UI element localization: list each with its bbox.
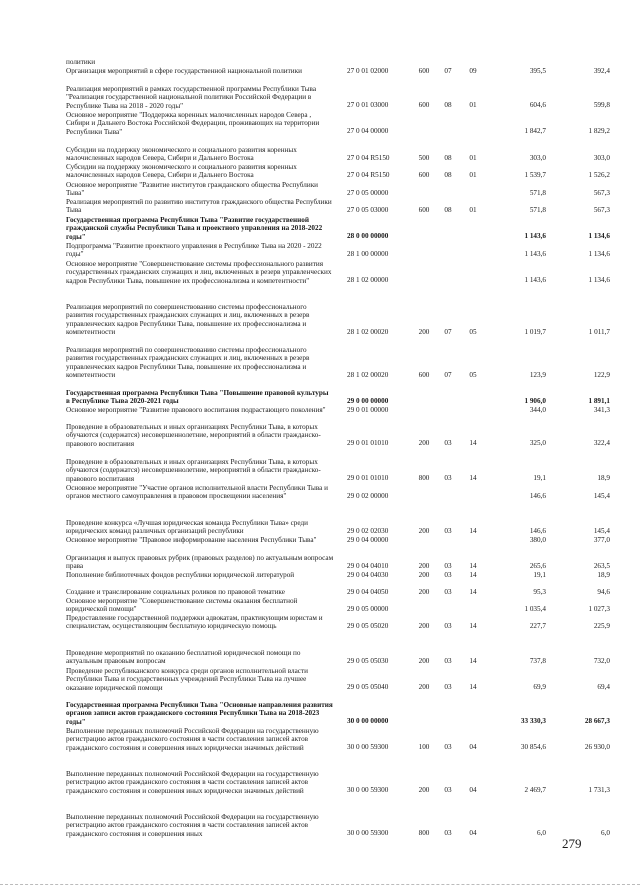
row-amount-planned: 1 019,7 bbox=[524, 328, 546, 336]
row-target-code: 28 1 02 00020 bbox=[347, 371, 389, 379]
row-target-code: 28 1 00 00000 bbox=[347, 250, 389, 258]
row-amount-executed: 392,4 bbox=[593, 67, 610, 75]
row-target-code: 27 0 05 00000 bbox=[347, 189, 389, 197]
page-number: 279 bbox=[562, 836, 582, 851]
row-amount-executed: 1 134,6 bbox=[588, 276, 610, 284]
row-subsection: 04 bbox=[469, 786, 477, 794]
row-section: 08 bbox=[444, 101, 452, 109]
row-expense-type: 200 bbox=[418, 562, 430, 570]
row-amount-planned: 30 854,6 bbox=[520, 743, 546, 751]
row-description: Основное мероприятие "Совершенствование системы профессионального развития государственных гражданских служащих и лиц, включенных в резерв управленческих кадров Республики Тыва, повышение их профессионализма и компетентности" bbox=[66, 260, 332, 285]
row-section: 03 bbox=[444, 786, 452, 794]
row-description: политики bbox=[66, 58, 96, 66]
row-target-code: 27 0 04 R5150 bbox=[347, 171, 390, 179]
row-amount-executed: 1 027,3 bbox=[588, 605, 610, 613]
row-section: 08 bbox=[444, 154, 452, 162]
row-target-code: 28 1 02 00000 bbox=[347, 276, 389, 284]
row-amount-planned: 69,9 bbox=[533, 683, 546, 691]
row-expense-type: 600 bbox=[418, 206, 430, 214]
row-subsection: 14 bbox=[469, 439, 477, 447]
row-subsection: 05 bbox=[469, 371, 477, 379]
row-expense-type: 800 bbox=[418, 474, 430, 482]
row-section: 03 bbox=[444, 743, 452, 751]
row-description: Организация мероприятий в сфере государственной национальной политики bbox=[66, 67, 302, 75]
row-target-code: 29 0 05 05020 bbox=[347, 622, 389, 630]
row-target-code: 30 0 00 59300 bbox=[347, 743, 389, 751]
row-section: 03 bbox=[444, 622, 452, 630]
row-description: Создание и транслирование социальных роликов по правовой тематике bbox=[66, 588, 285, 596]
row-amount-executed: 26 930,0 bbox=[584, 743, 610, 751]
row-description: Проведение в образовательных и иных организациях Республики Тыва, в которых обучаются (содержатся) несовершеннолетние, мероприятий в области гражданско-правового воспитания bbox=[66, 423, 321, 448]
row-amount-executed: 599,8 bbox=[593, 101, 610, 109]
row-amount-planned: 571,8 bbox=[529, 206, 546, 214]
row-description: Основное мероприятие "Участие органов исполнительной власти Республики Тыва и органов местного самоуправления в правовом просвещении населения" bbox=[66, 484, 329, 501]
row-target-code: 27 0 04 00000 bbox=[347, 127, 389, 135]
row-subsection: 04 bbox=[469, 829, 477, 837]
row-expense-type: 200 bbox=[418, 786, 430, 794]
row-subsection: 01 bbox=[469, 171, 477, 179]
row-subsection: 01 bbox=[469, 206, 477, 214]
row-amount-planned: 1 143,6 bbox=[524, 250, 546, 258]
row-description: Проведение мероприятий по оказанию бесплатной юридической помощи по актуальным правовым вопросам bbox=[66, 649, 301, 666]
row-amount-executed: 1 891,1 bbox=[588, 397, 610, 405]
row-description: Реализация мероприятий в рамках государственной программы Республики Тыва "Реализация государственной национальной политики Российской Федерации в Республике Тыва на 2018 - 2020 годы" bbox=[66, 85, 317, 110]
row-target-code: 27 0 01 02000 bbox=[347, 67, 389, 75]
row-expense-type: 200 bbox=[418, 657, 430, 665]
row-target-code: 29 0 01 01010 bbox=[347, 439, 389, 447]
row-amount-executed: 303,0 bbox=[593, 154, 610, 162]
row-description: Реализация мероприятий по развитию институтов гражданского общества Республики Тыва bbox=[66, 198, 332, 215]
row-description: Проведение республиканского конкурса среди органов исполнительной власти Республики Тыва и государственных учреждений Республики Тыва на лучшее оказание юридической помощи bbox=[66, 667, 308, 692]
row-description: Выполнение переданных полномочий Российской Федерации на государственную регистрацию актов гражданского состояния в части составления записей актов гражданского состояния и совершения иных юридически значимых действий bbox=[66, 770, 319, 795]
row-expense-type: 600 bbox=[418, 371, 430, 379]
row-amount-executed: 145,4 bbox=[593, 492, 610, 500]
row-description: Реализация мероприятий по совершенствованию системы профессионального развития государственных гражданских служащих и лиц, включенных в резерв управленческих кадров Республики Тыва, повышение их профессионализма и компетентности bbox=[66, 346, 310, 380]
row-amount-executed: 341,3 bbox=[593, 406, 610, 414]
row-amount-executed: 377,0 bbox=[593, 536, 610, 544]
row-section: 07 bbox=[444, 328, 452, 336]
row-description: Подпрограмма "Развитие проектного управления в Республике Тыва на 2020 - 2022 годы" bbox=[66, 242, 322, 259]
row-subsection: 14 bbox=[469, 622, 477, 630]
row-target-code: 29 0 04 04010 bbox=[347, 562, 389, 570]
row-amount-executed: 225,9 bbox=[593, 622, 610, 630]
row-target-code: 28 0 00 00000 bbox=[347, 232, 389, 240]
row-description: Субсидии на поддержку экономического и социального развития коренных малочисленных народов Севера, Сибири и Дальнего Востока bbox=[66, 146, 297, 163]
row-description: Организация и выпуск правовых рубрик (правовых разделов) по актуальным вопросам права bbox=[66, 554, 334, 571]
row-target-code: 29 0 04 00000 bbox=[347, 536, 389, 544]
row-expense-type: 500 bbox=[418, 154, 430, 162]
row-amount-executed: 1 526,2 bbox=[588, 171, 610, 179]
row-description: Государственная программа Республики Тыва "Развитие государственной гражданской службы Республики Тыва и проектного управления на 2018-2022 годы" bbox=[66, 216, 323, 241]
row-section: 03 bbox=[444, 829, 452, 837]
row-amount-planned: 1 143,6 bbox=[524, 232, 546, 240]
row-section: 03 bbox=[444, 527, 452, 535]
row-amount-planned: 1 035,4 bbox=[524, 605, 546, 613]
row-description: Пополнение библиотечных фондов республики юридической литературой bbox=[66, 571, 295, 579]
row-expense-type: 800 bbox=[418, 829, 430, 837]
row-amount-planned: 395,5 bbox=[529, 67, 546, 75]
row-amount-planned: 303,0 bbox=[529, 154, 546, 162]
row-description: Выполнение переданных полномочий Российской Федерации на государственную регистрацию актов гражданского состояния в части составления записей актов гражданского состояния и совершения иных юридически значимых действий bbox=[66, 727, 319, 752]
row-description: Проведение конкурса «Лучшая юридическая команда Республики Тыва» среди юридических команд различных организаций республики bbox=[66, 519, 308, 536]
row-target-code: 27 0 04 R5150 bbox=[347, 154, 390, 162]
row-section: 03 bbox=[444, 588, 452, 596]
row-amount-planned: 604,6 bbox=[529, 101, 546, 109]
row-amount-planned: 1 906,0 bbox=[524, 397, 546, 405]
row-amount-executed: 6,0 bbox=[601, 829, 610, 837]
row-target-code: 27 0 01 03000 bbox=[347, 101, 389, 109]
row-expense-type: 200 bbox=[418, 588, 430, 596]
row-amount-executed: 567,3 bbox=[593, 189, 610, 197]
scan-edge-line bbox=[0, 884, 640, 885]
row-expense-type: 200 bbox=[418, 571, 430, 579]
row-subsection: 05 bbox=[469, 328, 477, 336]
row-target-code: 29 0 02 00000 bbox=[347, 492, 389, 500]
row-description: Основное мероприятие "Поддержка коренных малочисленных народов Севера , Сибири и Дальнего Востока Российской Федерации, проживающих на территории Республики Тыва" bbox=[66, 111, 320, 136]
row-section: 08 bbox=[444, 206, 452, 214]
row-subsection: 01 bbox=[469, 154, 477, 162]
row-amount-planned: 325,0 bbox=[529, 439, 546, 447]
row-amount-executed: 145,4 bbox=[593, 527, 610, 535]
row-section: 03 bbox=[444, 439, 452, 447]
row-amount-planned: 571,8 bbox=[529, 189, 546, 197]
row-description: Проведение в образовательных и иных организациях Республики Тыва, в которых обучаются (содержатся) несовершеннолетние, мероприятий в области гражданско-правового воспитания bbox=[66, 458, 321, 483]
row-amount-planned: 19,1 bbox=[533, 571, 546, 579]
row-section: 07 bbox=[444, 371, 452, 379]
row-subsection: 14 bbox=[469, 588, 477, 596]
row-description: Основное мероприятие "Совершенствование системы оказания бесплатной юридической помощи" bbox=[66, 597, 298, 614]
row-amount-executed: 94,6 bbox=[597, 588, 610, 596]
row-amount-planned: 95,3 bbox=[533, 588, 546, 596]
row-amount-planned: 146,6 bbox=[529, 527, 546, 535]
row-amount-planned: 33 330,3 bbox=[520, 717, 546, 725]
row-subsection: 14 bbox=[469, 527, 477, 535]
row-target-code: 30 0 00 59300 bbox=[347, 829, 389, 837]
row-amount-executed: 1 731,3 bbox=[588, 786, 610, 794]
row-amount-executed: 69,4 bbox=[597, 683, 610, 691]
row-amount-executed: 28 667,3 bbox=[584, 717, 610, 725]
row-amount-planned: 1 842,7 bbox=[524, 127, 546, 135]
row-description: Субсидии на поддержку экономического и социального развития коренных малочисленных народов Севера, Сибири и Дальнего Востока bbox=[66, 163, 297, 180]
row-description: Основное мероприятие "Развитие институтов гражданского общества Республики Тыва" bbox=[66, 181, 319, 198]
row-target-code: 28 1 02 00020 bbox=[347, 328, 389, 336]
row-subsection: 01 bbox=[469, 101, 477, 109]
row-subsection: 14 bbox=[469, 683, 477, 691]
row-section: 03 bbox=[444, 657, 452, 665]
row-expense-type: 200 bbox=[418, 439, 430, 447]
row-amount-planned: 227,7 bbox=[529, 622, 546, 630]
row-description: Выполнение переданных полномочий Российской Федерации на государственную регистрацию актов гражданского состояния в части составления записей актов гражданского состояния и совершения иных bbox=[66, 813, 319, 838]
row-amount-executed: 1 134,6 bbox=[588, 250, 610, 258]
row-target-code: 29 0 01 00000 bbox=[347, 406, 389, 414]
row-expense-type: 600 bbox=[418, 67, 430, 75]
row-description: Основное мероприятие "Развитие правового воспитания подрастающего поколения" bbox=[66, 406, 326, 414]
row-target-code: 29 0 00 00000 bbox=[347, 397, 389, 405]
row-amount-executed: 1 011,7 bbox=[588, 328, 610, 336]
row-expense-type: 600 bbox=[418, 171, 430, 179]
row-section: 03 bbox=[444, 683, 452, 691]
row-expense-type: 200 bbox=[418, 527, 430, 535]
row-expense-type: 200 bbox=[418, 622, 430, 630]
row-expense-type: 600 bbox=[418, 101, 430, 109]
row-amount-planned: 265,6 bbox=[529, 562, 546, 570]
row-amount-executed: 1 134,6 bbox=[588, 232, 610, 240]
row-subsection: 04 bbox=[469, 743, 477, 751]
row-subsection: 14 bbox=[469, 474, 477, 482]
row-target-code: 29 0 02 02030 bbox=[347, 527, 389, 535]
row-expense-type: 200 bbox=[418, 683, 430, 691]
row-description: Реализация мероприятий по совершенствованию системы профессионального развития государственных гражданских служащих и лиц, включенных в резерв управленческих кадров Республики Тыва, повышение их профессионализма и компетентности bbox=[66, 303, 310, 337]
row-target-code: 30 0 00 59300 bbox=[347, 786, 389, 794]
row-subsection: 14 bbox=[469, 571, 477, 579]
row-section: 07 bbox=[444, 67, 452, 75]
row-subsection: 14 bbox=[469, 657, 477, 665]
row-amount-planned: 1 143,6 bbox=[524, 276, 546, 284]
row-target-code: 29 0 05 05040 bbox=[347, 683, 389, 691]
row-subsection: 09 bbox=[469, 67, 477, 75]
row-description: Государственная программа Республики Тыва "Повышение правовой культуры в Республике Тыва 2020-2021 годы bbox=[66, 389, 329, 406]
row-section: 03 bbox=[444, 562, 452, 570]
row-amount-executed: 1 829,2 bbox=[588, 127, 610, 135]
row-amount-executed: 732,0 bbox=[593, 657, 610, 665]
row-amount-executed: 18,9 bbox=[597, 571, 610, 579]
row-amount-executed: 18,9 bbox=[597, 474, 610, 482]
row-amount-planned: 1 539,7 bbox=[524, 171, 546, 179]
row-description: Предоставление государственной поддержки адвокатам, практикующим юристам и специалистам, осуществляющим бесплатную юридическую помощь bbox=[66, 614, 323, 631]
row-target-code: 29 0 04 04050 bbox=[347, 588, 389, 596]
row-amount-planned: 6,0 bbox=[537, 829, 546, 837]
row-amount-executed: 122,9 bbox=[593, 371, 610, 379]
row-amount-planned: 737,8 bbox=[529, 657, 546, 665]
row-description: Основное мероприятие "Правовое информирование населения Республики Тыва" bbox=[66, 536, 317, 544]
row-expense-type: 100 bbox=[418, 743, 430, 751]
row-amount-planned: 344,0 bbox=[529, 406, 546, 414]
row-target-code: 29 0 05 00000 bbox=[347, 605, 389, 613]
row-amount-executed: 263,5 bbox=[593, 562, 610, 570]
row-section: 08 bbox=[444, 171, 452, 179]
row-amount-executed: 322,4 bbox=[593, 439, 610, 447]
row-amount-planned: 146,6 bbox=[529, 492, 546, 500]
row-description: Государственная программа Республики Тыва "Основные направления развития органов записи актов гражданского состояния Республики Тыва на 2018-2023 годы" bbox=[66, 701, 333, 726]
row-amount-executed: 567,3 bbox=[593, 206, 610, 214]
row-target-code: 27 0 05 03000 bbox=[347, 206, 389, 214]
row-amount-planned: 19,1 bbox=[533, 474, 546, 482]
row-section: 03 bbox=[444, 474, 452, 482]
row-amount-planned: 123,9 bbox=[529, 371, 546, 379]
row-target-code: 29 0 04 04030 bbox=[347, 571, 389, 579]
row-section: 03 bbox=[444, 571, 452, 579]
row-amount-planned: 2 469,7 bbox=[524, 786, 546, 794]
row-target-code: 29 0 01 01010 bbox=[347, 474, 389, 482]
row-expense-type: 200 bbox=[418, 328, 430, 336]
row-amount-planned: 380,0 bbox=[529, 536, 546, 544]
row-subsection: 14 bbox=[469, 562, 477, 570]
row-target-code: 29 0 05 05030 bbox=[347, 657, 389, 665]
row-target-code: 30 0 00 00000 bbox=[347, 717, 389, 725]
